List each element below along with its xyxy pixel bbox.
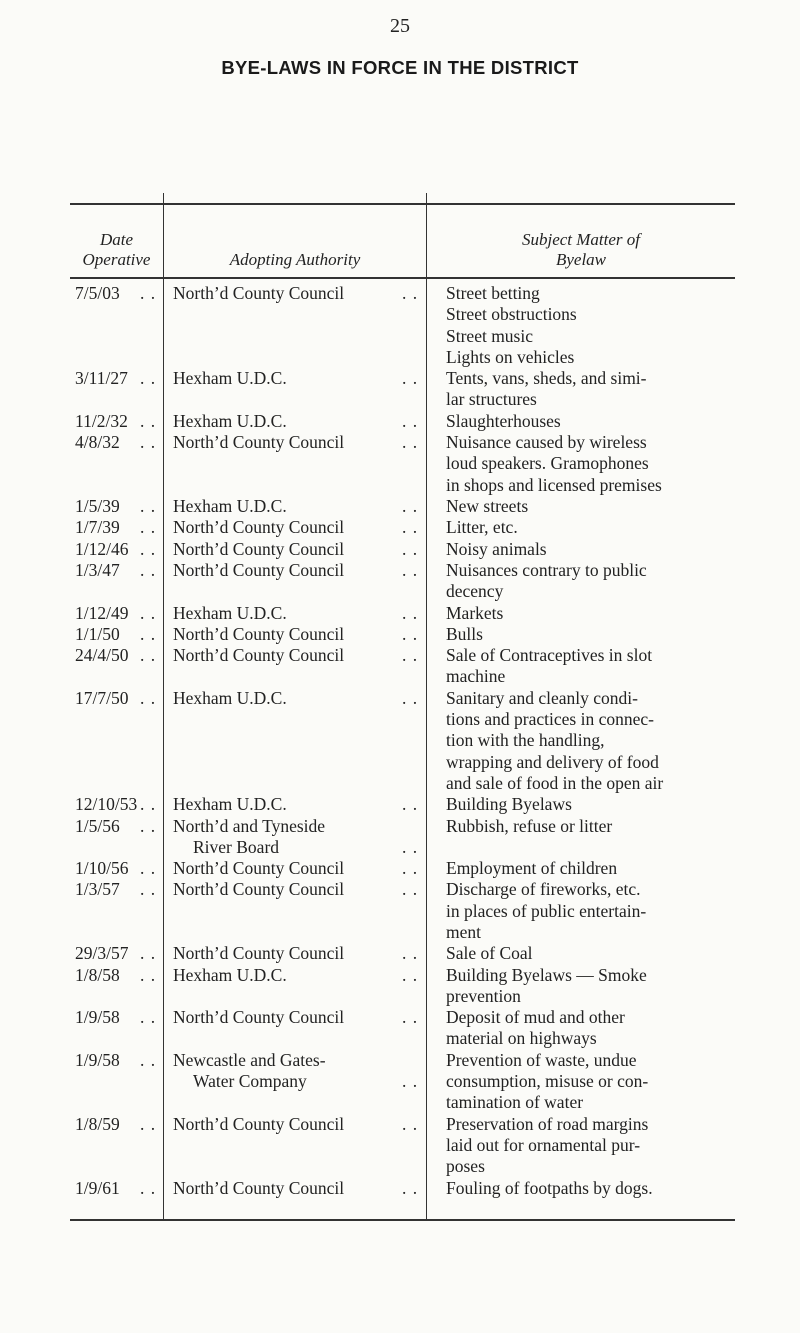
date-operative-cell: 1/9/58 (75, 1049, 120, 1070)
header-bottom-rule (70, 277, 735, 279)
date-operative-cell: 1/9/61 (75, 1177, 120, 1198)
date-operative-cell: 1/5/56 (75, 815, 120, 836)
leader-dots: . . (140, 858, 157, 879)
subject-line: Prevention of waste, undue (446, 1049, 637, 1070)
leader-dots: . . (140, 794, 157, 815)
subject-matter-cell (446, 603, 735, 624)
subject-matter-cell (446, 368, 735, 411)
adopting-authority-cell (173, 496, 418, 517)
leader-dots: . . (402, 559, 419, 580)
adopting-authority-cell (173, 624, 418, 645)
subject-matter-cell (446, 688, 735, 794)
date-operative-cell: 1/5/39 (75, 496, 120, 516)
leader-dots: . . (402, 964, 419, 985)
subject-line: Preservation of road margins (446, 1113, 649, 1134)
leader-dots: . . (140, 943, 157, 964)
leader-dots: . . (402, 496, 419, 516)
leader-dots: . . (140, 368, 157, 389)
adopting-authority-cell (173, 1114, 418, 1135)
subject-line: Employment of children (446, 858, 618, 879)
leader-dots: . . (140, 1113, 157, 1134)
leader-dots: . . (402, 368, 419, 389)
leader-dots: . . (140, 687, 157, 708)
subject-matter-cell (446, 1114, 735, 1178)
adopting-authority-cell (173, 1050, 418, 1093)
subject-line: in shops and licensed premises (446, 474, 662, 495)
adopting-authority-cell (173, 432, 418, 453)
adopting-authority-cell (173, 560, 418, 581)
date-operative-cell: 1/12/46 (75, 538, 129, 559)
subject-line: Sale of Coal (446, 943, 533, 964)
authority-line: North’d County Council (173, 943, 345, 964)
subject-line: machine (446, 666, 506, 687)
date-operative-cell: 7/5/03 (75, 283, 120, 303)
date-operative-cell: 17/7/50 (75, 687, 129, 708)
subject-matter-cell (446, 645, 735, 688)
subject-matter-cell (446, 539, 735, 560)
subject-matter-cell (446, 1050, 735, 1114)
authority-line: North’d County Council (173, 858, 345, 879)
subject-line: tion with the handling, (446, 730, 605, 751)
authority-line: Hexham U.D.C. (173, 368, 287, 389)
adopting-authority-cell (173, 1007, 418, 1028)
adopting-authority-cell (173, 688, 418, 709)
date-operative-cell: 1/8/58 (75, 964, 120, 985)
authority-line: Hexham U.D.C. (173, 964, 287, 985)
authority-line: North’d County Council (173, 1007, 345, 1028)
date-operative-cell: 1/10/56 (75, 858, 129, 879)
leader-dots: . . (402, 1113, 419, 1134)
authority-line: North’d County Council (173, 623, 345, 644)
authority-line: North’d County Council (173, 432, 345, 453)
subject-matter-cell (446, 943, 735, 964)
leader-dots: . . (140, 432, 157, 453)
subject-matter-cell (446, 965, 735, 1008)
subject-matter-cell (446, 794, 735, 815)
subject-line: Building Byelaws — Smoke (446, 964, 647, 985)
authority-line: Hexham U.D.C. (173, 602, 287, 623)
date-operative-cell: 3/11/27 (75, 368, 128, 389)
leader-dots: . . (140, 517, 157, 538)
leader-dots: . . (402, 687, 419, 708)
subject-line: Sale of Contraceptives in slot (446, 645, 653, 666)
subject-line: and sale of food in the open air (446, 772, 664, 793)
subject-line: poses (446, 1156, 485, 1177)
subject-line: Fouling of footpaths by dogs. (446, 1177, 653, 1198)
column-divider-1 (163, 193, 164, 1220)
adopting-authority-cell (173, 816, 418, 859)
date-operative-cell: 1/8/59 (75, 1113, 120, 1134)
authority-line: North’d County Council (173, 879, 345, 900)
header-authority: Adopting Authority (229, 250, 361, 269)
subject-line: Street obstructions (446, 304, 577, 325)
adopting-authority-cell (173, 411, 418, 432)
leader-dots: . . (402, 858, 419, 879)
subject-line: consumption, misuse or con- (446, 1071, 649, 1092)
date-operative-cell: 1/3/47 (75, 559, 120, 580)
subject-matter-cell (446, 517, 735, 538)
subject-line: tamination of water (446, 1092, 584, 1113)
adopting-authority-cell (173, 283, 418, 304)
authority-line: North’d County Council (173, 1177, 345, 1198)
date-operative-cell: 1/9/58 (75, 1007, 120, 1028)
subject-line: Noisy animals (446, 538, 547, 559)
subject-line: lar structures (446, 389, 537, 410)
leader-dots: . . (402, 1177, 419, 1198)
date-operative-cell: 24/4/50 (75, 645, 129, 666)
leader-dots: . . (402, 432, 419, 453)
date-operative-cell: 1/3/57 (75, 879, 120, 900)
subject-line: Discharge of fireworks, etc. (446, 879, 641, 900)
leader-dots: . . (402, 283, 419, 303)
leader-dots: . . (140, 1007, 157, 1028)
leader-dots: . . (402, 1007, 419, 1028)
authority-line: Hexham U.D.C. (173, 410, 287, 431)
subject-matter-cell (446, 496, 735, 517)
authority-line: North’d County Council (173, 283, 345, 303)
subject-matter-cell (446, 624, 735, 645)
authority-line: Newcastle and Gates- (173, 1049, 326, 1070)
subject-matter-cell (446, 283, 735, 368)
authority-line: North’d County Council (173, 517, 345, 538)
leader-dots: . . (140, 538, 157, 559)
subject-matter-cell (446, 1007, 735, 1050)
subject-line: prevention (446, 985, 521, 1006)
date-operative-cell: 29/3/57 (75, 943, 129, 964)
header-subject: Subject Matter of Byelaw (521, 230, 641, 269)
subject-matter-cell (446, 858, 735, 879)
subject-line: Slaughterhouses (446, 410, 561, 431)
adopting-authority-cell (173, 794, 418, 815)
table-top-rule (70, 203, 735, 205)
leader-dots: . . (402, 794, 419, 815)
authority-line: North’d County Council (173, 538, 345, 559)
subject-line: tions and practices in connec- (446, 708, 654, 729)
subject-line: loud speakers. Gramophones (446, 453, 649, 474)
adopting-authority-cell (173, 517, 418, 538)
authority-line: North’d County Council (173, 1113, 345, 1134)
leader-dots: . . (402, 410, 419, 431)
adopting-authority-cell (173, 858, 418, 879)
subject-line: Sanitary and cleanly condi- (446, 687, 638, 708)
subject-line: material on highways (446, 1028, 597, 1049)
subject-line: Nuisance caused by wireless (446, 432, 647, 453)
authority-line: Hexham U.D.C. (173, 687, 287, 708)
leader-dots: . . (140, 645, 157, 666)
date-operative-cell: 4/8/32 (75, 432, 120, 453)
adopting-authority-cell (173, 1178, 418, 1199)
subject-matter-cell (446, 411, 735, 432)
authority-line: River Board (193, 836, 280, 857)
subject-line: Deposit of mud and other (446, 1007, 625, 1028)
table-bottom-rule (70, 1219, 735, 1221)
leader-dots: . . (140, 410, 157, 431)
leader-dots: . . (402, 538, 419, 559)
leader-dots: . . (140, 964, 157, 985)
leader-dots: . . (402, 602, 419, 623)
adopting-authority-cell (173, 645, 418, 666)
adopting-authority-cell (173, 603, 418, 624)
date-operative-cell: 1/12/49 (75, 602, 129, 623)
subject-line: ment (446, 921, 481, 942)
subject-line: Building Byelaws (446, 794, 572, 815)
subject-line: Street music (446, 325, 533, 346)
adopting-authority-cell (173, 879, 418, 900)
leader-dots: . . (140, 559, 157, 580)
leader-dots: . . (402, 1071, 419, 1092)
subject-line: Litter, etc. (446, 517, 518, 538)
leader-dots: . . (402, 879, 419, 900)
leader-dots: . . (140, 623, 157, 644)
subject-line: Bulls (446, 623, 483, 644)
subject-line: Tents, vans, sheds, and simi- (446, 368, 647, 389)
subject-matter-cell (446, 879, 735, 943)
authority-line: North’d County Council (173, 559, 345, 580)
column-divider-2 (426, 193, 427, 1220)
subject-line: New streets (446, 496, 529, 516)
leader-dots: . . (402, 517, 419, 538)
leader-dots: . . (402, 645, 419, 666)
subject-line: Markets (446, 602, 504, 623)
authority-line: Hexham U.D.C. (173, 794, 287, 815)
leader-dots: . . (140, 283, 157, 303)
subject-line: Lights on vehicles (446, 346, 575, 367)
adopting-authority-cell (173, 539, 418, 560)
leader-dots: . . (402, 623, 419, 644)
subject-line: Nuisances contrary to public (446, 559, 647, 580)
subject-matter-cell (446, 816, 735, 837)
page-number: 25 (390, 15, 410, 37)
leader-dots: . . (402, 836, 419, 857)
leader-dots: . . (140, 1049, 157, 1070)
subject-line: in places of public entertain- (446, 900, 647, 921)
date-operative-cell: 1/7/39 (75, 517, 120, 538)
adopting-authority-cell (173, 943, 418, 964)
subject-line: decency (446, 581, 504, 602)
subject-matter-cell (446, 1178, 735, 1199)
leader-dots: . . (402, 943, 419, 964)
adopting-authority-cell (173, 965, 418, 986)
subject-line: Rubbish, refuse or litter (446, 815, 613, 836)
subject-line: Street betting (446, 283, 540, 303)
date-operative-cell: 1/1/50 (75, 623, 120, 644)
page-title: BYE-LAWS IN FORCE IN THE DISTRICT (221, 57, 579, 78)
leader-dots: . . (140, 815, 157, 836)
authority-line: North’d and Tyneside (173, 815, 326, 836)
authority-line: Hexham U.D.C. (173, 496, 287, 516)
leader-dots: . . (140, 879, 157, 900)
date-operative-cell: 12/10/53 (75, 794, 138, 815)
subject-line: laid out for ornamental pur- (446, 1134, 641, 1155)
header-date: Date Operative (82, 230, 151, 269)
leader-dots: . . (140, 602, 157, 623)
leader-dots: . . (140, 1177, 157, 1198)
subject-matter-cell (446, 432, 735, 496)
authority-line: North’d County Council (173, 645, 345, 666)
date-operative-cell: 11/2/32 (75, 410, 128, 431)
subject-matter-cell (446, 560, 735, 603)
leader-dots: . . (140, 496, 157, 516)
authority-line: Water Company (193, 1071, 307, 1092)
adopting-authority-cell (173, 368, 418, 389)
subject-line: wrapping and delivery of food (446, 751, 659, 772)
